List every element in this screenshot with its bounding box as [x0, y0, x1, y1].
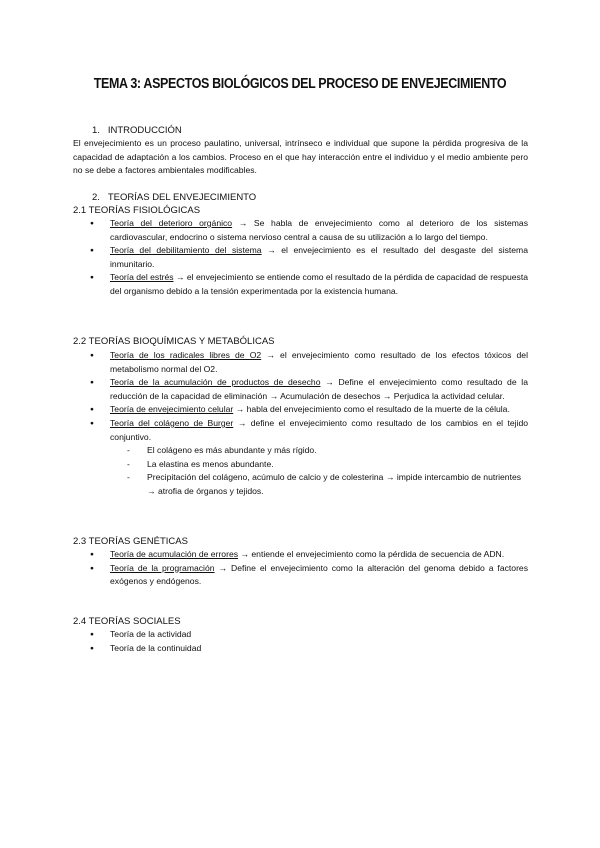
theory-description: → el envejecimiento se entiende como el resultado de la pérdida de capacidad de respuesta del organismo debido a la tensión experimentada por la existencia humana. — [110, 272, 529, 296]
list-item — [73, 244, 528, 271]
theory-name: Teoría de la programación — [110, 562, 215, 573]
theory-name: Teoría del deterioro orgánico — [110, 218, 233, 228]
intro-paragraph: El envejecimiento es un proceso paulatino, universal, intrínseco e individual que supone la pérdida progresiva de la capacidad de adaptación a los cambios. Proceso en el que hay interacción entre el individuo y el medio ambiente pero no se debe a factores ambientales modificables. — [73, 138, 528, 176]
section-2-number: 2. — [92, 192, 100, 203]
section-1-title: INTRODUCCIÓN — [107, 125, 182, 136]
genetic-theories-list — [73, 548, 528, 589]
section-1-heading — [92, 124, 182, 137]
theory-name: Teoría del debilitamiento del sistema — [110, 245, 262, 256]
section-2-1-heading: 2.1 TEORÍAS FISIOLÓGICAS — [73, 205, 201, 216]
theory-description: → habla del envejecimiento como el resultado de la muerte de la célula. — [235, 404, 510, 415]
theory-name: Teoría de acumulación de errores — [110, 549, 239, 559]
physiological-theories-list — [73, 217, 528, 299]
list-item — [73, 271, 528, 298]
theory-name: Teoría de envejecimiento celular — [110, 404, 234, 415]
theory-name: Teoría de la acumulación de productos de desecho — [110, 377, 321, 388]
theory-name: Teoría de los radicales libres de O2 — [110, 350, 262, 360]
list-item — [73, 417, 528, 499]
section-1-number: 1. — [92, 125, 100, 136]
list-item — [73, 548, 528, 562]
list-item: ● Teoría de la actividad — [73, 628, 528, 642]
theory-name: Teoría del estrés — [110, 272, 174, 283]
collagen-sublist — [110, 444, 528, 498]
sublist-item: - El colágeno es más abundante y más rígido. — [110, 444, 528, 458]
list-item — [73, 217, 528, 244]
theory-description: → Define el envejecimiento como resultado de la reducción de la capacidad de eliminación → Acumulación de desechos → Perjudica la actividad celular. — [110, 377, 528, 401]
document-title: TEMA 3: ASPECTOS BIOLÓGICOS DEL PROCESO DE ENVEJECIMIENTO — [93, 76, 507, 92]
section-2-heading — [92, 191, 256, 204]
theory-description: → entiende el envejecimiento como la pérdida de secuencia de ADN. — [240, 549, 505, 559]
section-2-title: TEORÍAS DEL ENVEJECIMIENTO — [107, 192, 257, 203]
sublist-item: - La elastina es menos abundante. — [110, 458, 528, 472]
theory-description: → Define el envejecimiento como la alteración del genoma debido a factores exógenos y endógenos. — [110, 562, 529, 587]
theory-description: → define el envejecimiento como resultado de los cambios en el tejido conjuntivo. — [110, 417, 528, 442]
theory-description: → Se habla de envejecimiento como al deterioro de los sistemas cardiovascular, endocrino o sistema nervioso central a causa de su utilización a lo largo del tiempo. — [110, 218, 528, 242]
theory-name: Teoría del colágeno de Burger — [110, 417, 234, 428]
list-item — [73, 349, 528, 376]
social-theories-list — [73, 628, 528, 655]
section-2-3-heading: 2.3 TEORÍAS GENÉTICAS — [73, 536, 188, 547]
theory-description: → el envejecimiento como resultado de los efectos tóxicos del metabolismo normal del O2. — [110, 350, 528, 374]
list-item — [73, 562, 528, 589]
section-2-4-heading: 2.4 TEORÍAS SOCIALES — [73, 616, 181, 627]
list-item — [73, 403, 528, 417]
biochemical-theories-list — [73, 349, 528, 499]
sublist-item: - Precipitación del colágeno, acúmulo de calcio y de colesterina → impide intercambio de nutrientes → atrofia de órganos y tejidos. — [110, 471, 528, 498]
list-item: ● Teoría de la continuidad — [73, 642, 528, 656]
section-2-2-heading: 2.2 TEORÍAS BIOQUÍMICAS Y METABÓLICAS — [73, 336, 275, 347]
list-item — [73, 376, 528, 403]
theory-description: → el envejecimiento es el resultado del desgaste del sistema inmunitario. — [110, 245, 529, 269]
